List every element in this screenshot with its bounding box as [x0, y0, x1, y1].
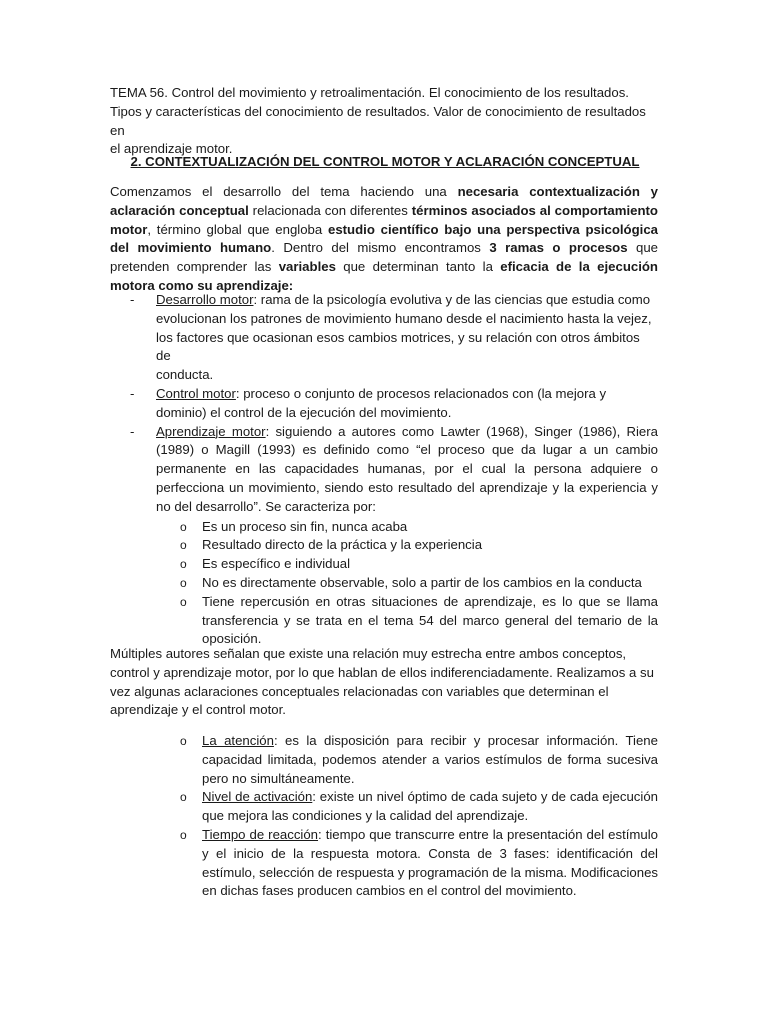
circle-bullet: o	[180, 519, 187, 534]
dash-bullet: -	[130, 385, 135, 401]
relation-paragraph: Múltiples autores señalan que existe una relación muy estrecha entre ambos conceptos, control y aprendizaje motor, por lo que hablan de ellos indiferenciadamente. Realizamos a su vez algunas aclaraciones conceptuales relacionadas con variables que determinan el aprendizaje y el control motor.	[110, 646, 654, 718]
term: Tiempo de reacción	[202, 826, 319, 842]
circle-bullet: o	[180, 790, 187, 805]
topic-title-line: Tipos y características del conocimiento de resultados. Valor de conocimiento de resultados en	[110, 103, 646, 138]
circle-bullet: o	[180, 538, 187, 553]
list-item-nivel-activacion: o Nivel de activación: existe un nivel óptimo de cada sujeto y de cada ejecución que mejora las condiciones y la calidad del aprendizaje.	[180, 789, 658, 824]
circle-bullet: o	[180, 827, 187, 842]
list-item-desarrollo-motor: - Desarrollo motor: rama de la psicología evolutiva y de las ciencias que estudia como evolucionan los patrones de movimiento humano desde el nacimiento hasta la vejez, los factores que ocasionan esos cambios motrices, y su relación con otros ámbitos de conducta.	[130, 292, 652, 383]
dash-bullet: -	[130, 423, 135, 439]
circle-bullet: o	[180, 575, 187, 590]
term: La atención	[202, 733, 274, 748]
topic-title-line: TEMA 56. Control del movimiento y retroalimentación. El conocimiento de los resultados.	[110, 85, 629, 100]
intro-paragraph: Comenzamos el desarrollo del tema haciendo una necesaria contextualización y aclaración conceptual relacionada con diferentes términos asociados al comportamiento motor, término global que engloba estudio científico bajo una perspectiva psicológica del movimiento humano. Dentro del mismo encontramos 3 ramas o procesos que pretenden comprender las variables que determinan tanto la eficacia de la ejecución motora como su aprendizaje:	[110, 184, 659, 293]
characteristics-list	[110, 518, 658, 650]
list-item: o Resultado directo de la práctica y la experiencia	[110, 536, 658, 555]
list-item-aprendizaje-motor: - Aprendizaje motor: siguiendo a autores como Lawter (1968), Singer (1986), Riera (1989) o Magill (1993) es definido como “el proceso que da lugar a un cambio permanente en las capacidades humanas, por el cual la persona adquiere o perfecciona un movimiento, siendo esto resultado del aprendizaje y la experiencia y no del desarrollo”. Se caracteriza por:	[130, 423, 658, 514]
motor-processes-list	[110, 291, 658, 649]
list-item-control-motor: - Control motor: proceso o conjunto de procesos relacionados con (la mejora y dominio) el control de la ejecución del movimiento.	[130, 385, 607, 420]
topic-title-line: el aprendizaje motor.	[110, 141, 233, 157]
term: Aprendizaje motor	[156, 423, 266, 439]
term: Control motor	[156, 385, 236, 401]
term: Nivel de activación	[202, 789, 313, 805]
term: Desarrollo motor	[156, 292, 254, 307]
list-item: o Es específico e individual	[110, 555, 658, 574]
circle-bullet: o	[180, 734, 187, 748]
list-item: o No es directamente observable, solo a partir de los cambios en la conducta	[110, 574, 658, 593]
list-item-tiempo-reaccion: o Tiempo de reacción: tiempo que transcurre entre la presentación del estímulo y el inicio de la respuesta motora. Consta de 3 fases: identificación del estímulo, selección de respuesta y programación de la misma. Modificaciones en dichas fases producen cambios en el control del movimiento.	[180, 826, 659, 899]
list-item: o Tiene repercusión en otras situaciones de aprendizaje, es lo que se llama transferencia y se trata en el tema 54 del marco general del temario de la oposición.	[180, 593, 658, 647]
list-item: o Es un proceso sin fin, nunca acaba	[110, 518, 658, 537]
variables-list	[110, 732, 658, 901]
circle-bullet: o	[180, 557, 187, 572]
topic-title	[110, 84, 660, 159]
dash-bullet: -	[130, 292, 135, 307]
list-item-atencion: o La atención: es la disposición para recibir y procesar información. Tiene capacidad limitada, podemos atender a varios estímulos de forma sucesiva pero no simultáneamente.	[180, 733, 658, 786]
circle-bullet: o	[180, 594, 187, 609]
section-heading: 2. CONTEXTUALIZACIÓN DEL CONTROL MOTOR Y ACLARACIÓN CONCEPTUAL	[130, 154, 640, 169]
